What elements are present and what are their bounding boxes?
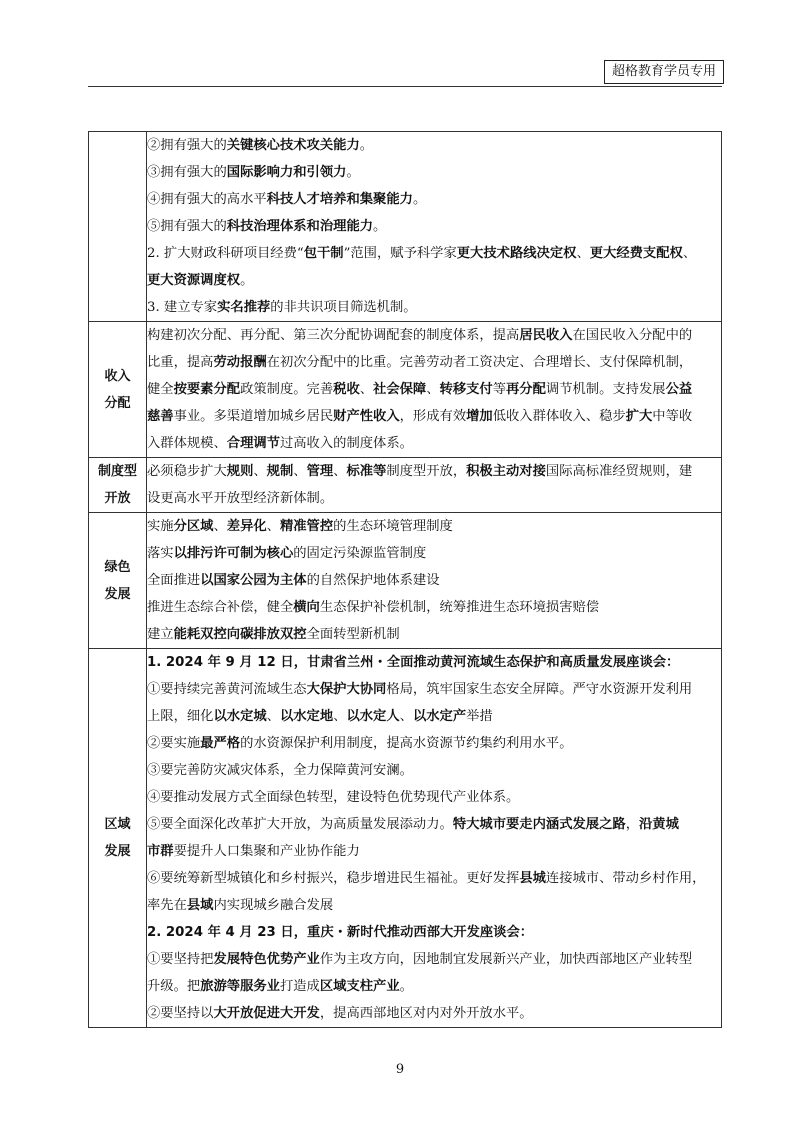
content-line [147,838,721,865]
bold-text: 居民收入 [519,328,573,343]
bold-text: 区域支柱产业 [319,979,400,994]
body-text: 作为主攻方向，因地制宜发展新兴产业，加快西部地区产业转型 [319,952,693,967]
body-text: 必须稳步扩大 [147,464,227,479]
table-row-institutional-opening [89,458,722,513]
bold-text: 发展特色优势产业 [213,952,320,967]
body-text: 建立 [147,627,174,642]
row-label-text: 制度型 [97,464,137,479]
body-text: 的水资源保护利用制度，提高水资源节约集约利用水平。 [240,736,573,751]
content-line [147,730,721,757]
body-text: ④拥有强大的高水平 [147,192,267,207]
content-line [147,919,721,946]
body-text: 、 [359,382,374,397]
body-text: 、 [682,246,697,261]
body-text: ④要推动发展方式全面绿色转型，建设特色优势现代产业体系。 [147,790,520,805]
content-line [147,159,721,186]
content-line [147,403,721,430]
body-text: 连接城市、带动乡村作用， [545,871,706,886]
body-text: ⑤要全面深化改革扩大开放，为高质量发展添动力。 [147,817,453,832]
body-text: 调节机制。支持发展 [545,382,666,397]
bold-text: 更大资源调度权 [147,273,241,288]
body-text: 全面转型新机制 [306,627,400,642]
body-text: ⑥要统筹新型城镇化和乡村振兴，稳步增进民生福祉。更好发挥 [147,871,520,886]
content-line [147,676,721,703]
body-text: 设更高水平开放型经济新体制。 [147,491,334,506]
bold-text: 管理 [306,464,334,479]
content-line [147,946,721,973]
body-text: 要提升人口集聚和产业协作能力 [173,844,360,859]
body-text: 的生态环境管理制度 [333,519,453,534]
body-text: ②拥有强大的 [147,138,227,153]
bold-text: 按要素分配 [173,382,241,397]
body-text: ③拥有强大的 [147,165,227,180]
bold-text: 1. 2024 年 9 月 12 日，甘肃省兰州・全面推动黄河流域生态保护和高质量发展座谈会： [147,655,680,670]
row-label-cell [89,458,147,513]
body-text: 率先在 [147,898,187,913]
body-text: 3. 建立专家 [147,300,218,315]
body-text: 、 [253,464,267,479]
page-number: 9 [395,1062,405,1077]
body-text: 落实 [147,546,174,561]
header-rule [88,86,722,87]
body-text: 生态保护补偿机制，统筹推进生态环境损害赔偿 [319,600,600,615]
body-text: 事业。多渠道增加城乡居民 [173,409,334,424]
content-line [147,892,721,919]
bold-text: 规则 [226,464,254,479]
bold-text: 县域 [186,898,214,913]
body-text: 构建初次分配、再分配、第三次分配协调配套的制度体系，提高 [147,328,520,343]
bold-text: 科技治理体系和治理能力 [226,219,374,234]
body-text: 在国民收入分配中的 [572,328,693,343]
content-line [147,757,721,784]
bold-text: 以水定产 [412,709,467,724]
body-text: 。 [346,165,360,180]
body-text: 中等收 [652,409,693,424]
bold-text: 标准等 [346,464,387,479]
content-line [147,811,721,838]
body-text: 。 [240,273,254,288]
row-label-text: 发展 [104,844,131,859]
bold-text: 以水定人 [346,709,400,724]
bold-text: 财产性收入 [333,409,400,424]
bold-text: 关键核心技术攻关能力 [226,138,360,153]
body-text: 政策制度。完善 [240,382,334,397]
body-text: 格局，筑牢国家生态安全屏障。严守水资源开发利用 [386,682,693,697]
body-text: ②要实施 [147,736,201,751]
content-line [147,594,721,621]
body-text: 全面推进 [147,573,201,588]
content-line [147,1000,721,1027]
bold-text: 2. 2024 年 4 月 23 日，重庆・新时代推动西部大开发座谈会： [147,925,534,940]
body-text: 打造成 [279,979,320,994]
bold-text: 增加 [466,409,493,424]
bold-text: 能耗双控向碳排放双控 [173,627,307,642]
body-text: ①要持续完善黄河流域生态 [147,682,307,697]
bold-text: 最严格 [200,736,241,751]
content-line [147,294,721,321]
row-content-cell [147,649,722,1028]
row-label-text: 分配 [104,395,131,411]
body-text: 、 [213,519,227,534]
bold-text: 以国家公园为主体 [200,573,307,588]
content-line [147,376,721,403]
bold-text: 横向 [293,600,320,615]
body-text: 。 [373,219,387,234]
bold-text: 包干制 [303,246,344,261]
body-text: 、 [293,464,307,479]
bold-text: 以水定城 [213,709,267,724]
content-line [147,430,721,457]
bold-text: 科技人才培养和集聚能力 [266,192,413,207]
content-line [147,322,721,349]
bold-text: 大开放促进大开发 [213,1006,320,1021]
bold-text: 分区域 [173,519,214,534]
row-label-cell [89,649,147,1028]
bold-text: 税收 [333,382,360,397]
table-row-income-distribution [89,322,722,458]
body-text: 在初次分配中的比重。完善劳动者工资决定、合理增长、支付保障机制， [266,355,693,370]
body-text: 、 [266,519,280,534]
body-text: 、 [399,709,413,724]
bold-text: 以水定地 [279,709,334,724]
bold-text: 市群 [147,844,174,859]
bold-text: 社会保障 [373,382,427,397]
body-text: 、 [426,382,440,397]
row-content-cell [147,513,722,649]
body-text: 、 [333,709,347,724]
row-label-text: 绿色 [104,559,131,575]
body-text: 2. 扩大财政科研项目经费“ [147,246,304,261]
content-line [147,485,721,512]
content-line [147,621,721,648]
body-text: 的固定污染源监管制度 [293,546,427,561]
bold-text: 合理调节 [226,436,280,451]
content-line [147,540,721,567]
bold-text: 转移支付 [439,382,493,397]
bold-text: 扩大 [625,409,653,424]
body-text: 的非共识项目筛选机制。 [270,300,417,315]
body-text: 比重，提高 [147,355,214,370]
bold-text: 县城 [519,871,546,886]
policy-table [88,131,722,1028]
content-line [147,213,721,240]
content-line [147,865,721,892]
table-row-green-development [89,513,722,649]
bold-text: 积极主动对接 [466,464,546,479]
body-text: 入群体规模、 [147,436,227,451]
row-content-cell [147,132,722,322]
body-text: 上限，细化 [147,709,214,724]
content-line [147,513,721,540]
bold-text: 精准管控 [279,519,334,534]
content-line [147,240,721,267]
body-text: 。 [399,979,413,994]
bold-text: 差异化 [226,519,267,534]
body-text: ，形成有效 [399,409,467,424]
body-text: 、 [266,709,280,724]
bold-text: 规制 [266,464,294,479]
body-text: 过高收入的制度体系。 [279,436,413,451]
table-row-regional-development [89,649,722,1028]
row-label-text: 发展 [104,586,131,602]
bold-text: 劳动报酬 [213,355,267,370]
body-text: ”范围，赋予科学家 [343,246,457,261]
row-label-cell [89,322,147,458]
content-line [147,784,721,811]
bold-text: 沿黄城 [638,817,679,832]
row-label-text: 开放 [104,491,131,506]
body-text: ，提高西部地区对内对外开放水平。 [319,1006,533,1021]
body-text: 。 [412,192,427,207]
bold-text: 特大城市要走内涵式发展之路 [452,817,626,832]
body-text: 的自然保护地体系建设 [306,573,440,588]
content-line [147,567,721,594]
bold-text: 更大技术路线决定权 [456,246,577,261]
content-line [147,186,721,213]
bold-text: 公益 [665,382,693,397]
body-text: 国际高标准经贸规则，建 [545,464,693,479]
content-line [147,349,721,376]
row-label-text: 收入 [104,368,131,384]
body-text: 、 [333,464,347,479]
content-line [147,703,721,730]
bold-text: 以排污许可制为核心 [173,546,294,561]
row-label-cell [89,513,147,649]
content-line [147,649,721,676]
row-label-text: 区域 [104,817,131,832]
table-row-tech-innovation [89,132,722,322]
header-tag: 超格教育学员专用 [604,60,724,84]
body-text: 、 [576,246,590,261]
row-content-cell [147,322,722,458]
row-label-cell [89,132,147,322]
body-text: 推进生态综合补偿，健全 [147,600,294,615]
bold-text: 旅游等服务业 [200,979,280,994]
content-line [147,132,721,159]
content-line [147,267,721,294]
body-text: 制度型开放， [386,464,467,479]
body-text: 实施 [147,519,174,534]
body-text: 内实现城乡融合发展 [213,898,334,913]
body-text: ⑤拥有强大的 [147,219,227,234]
bold-text: 实名推荐 [217,300,271,315]
body-text: ， [625,817,639,832]
body-text: 。 [359,138,374,153]
bold-text: 慈善 [147,409,174,424]
bold-text: 大保护大协同 [306,682,387,697]
body-text: 举措 [466,709,493,724]
content-line [147,458,721,485]
body-text: ①要坚持把 [147,952,214,967]
body-text: ②要坚持以 [147,1006,214,1021]
body-text: 升级。把 [147,979,201,994]
body-text: 健全 [147,382,174,397]
bold-text: 再分配 [506,382,546,397]
row-content-cell [147,458,722,513]
bold-text: 更大经费支配权 [589,246,683,261]
content-line [147,973,721,1000]
body-text: 低收入群体收入、稳步 [492,409,626,424]
bold-text: 国际影响力和引领力 [226,165,347,180]
body-text: 等 [492,382,507,397]
body-text: ③要完善防灾减灾体系，全力保障黄河安澜。 [147,763,413,778]
